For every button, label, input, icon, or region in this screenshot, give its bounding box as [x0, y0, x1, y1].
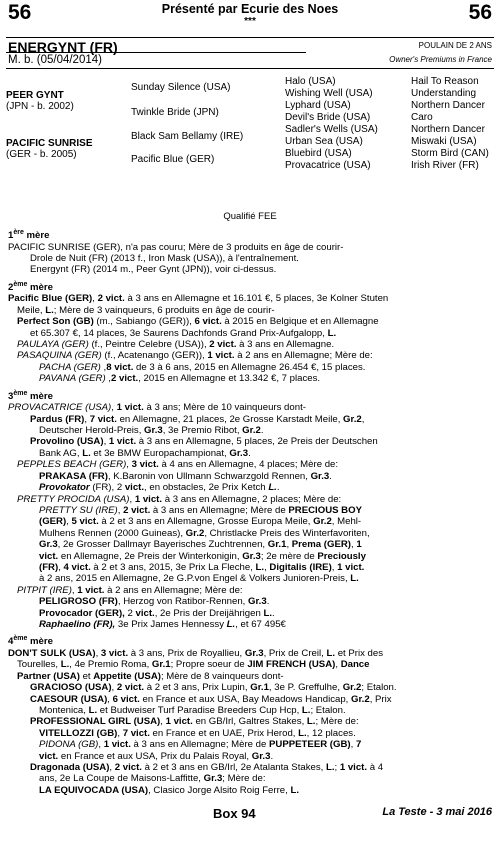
text-line: PIDONA (GB), 1 vict. à 3 ans en Allemagne; Mère de PUPPETEER (GB), 7: [39, 739, 362, 751]
text-line: Partner (USA) et Appetite (USA); Mère de 8 vainqueurs dont-: [17, 670, 284, 682]
stars: ***: [244, 16, 256, 27]
text-line: Montenica, L. et Budweiser Turf Paradise Breeders Cup Hcp, L.; Etalon.: [39, 705, 346, 716]
text-line: PACHA (GER) ,8 vict. de 3 à 6 ans, 2015 en Allemagne 26.454 €, 15 places.: [39, 361, 366, 373]
great-grandparent: Urban Sea (USA): [285, 136, 363, 147]
lot-number-left: 56: [8, 1, 32, 24]
text-line: CAESOUR (USA), 6 vict. en France et aux USA, Bay Meadows Handicap, Gr.2, Prix: [30, 693, 392, 705]
dam-section: [8, 633, 494, 796]
text-line: PROFESSIONAL GIRL (USA), 1 vict. en GB/Irl, Galtres Stakes, L.; Mère de:: [30, 716, 359, 728]
text-line: Perfect Son (GB) (m., Sabiango (GER)), 6 vict. à 2015 en Belgique et en Allemagne: [17, 316, 379, 328]
owner-premiums: Owner's Premiums in France: [389, 55, 492, 64]
lot-number-right: 56: [468, 1, 492, 24]
dam-name: PACIFIC SUNRISE: [6, 138, 93, 149]
text-line: à 2 ans, 2015 en Allemagne, 2e G.P.von Engel & Volkers Junioren-Preis, L.: [39, 573, 359, 585]
text-line: Dragonada (USA), 2 vict. à 2 et 3 ans en GB/Irl, 2e Atalanta Stakes, L.; 1 vict. à 4: [30, 762, 384, 774]
text-line: Bank AG, L. et 3e BMW Europachampionat, Gr.3.: [39, 447, 251, 459]
section-title: 1ère mère: [8, 229, 50, 242]
great-grandparent: Wishing Well (USA): [285, 88, 373, 99]
text-line: Gr.3, 2e Grosser Dallmayr Bayerisches Zuchtrennen, Gr.1, Prema (GER), 1: [39, 539, 362, 551]
text-line: Mulhens Rennen (2000 Guineas), Gr.2, Christlacke Preis des Winterfavoriten,: [39, 527, 370, 539]
text-line: PITPIT (IRE), 1 vict. à 2 ans en Allemagne; Mère de:: [17, 584, 243, 596]
text-line: GRACIOSO (USA), 2 vict. à 2 et 3 ans, Prix Lupin, Gr.1, 3e P. Greffulhe, Gr.2; Etalon.: [30, 682, 397, 694]
text-line: PEPPLES BEACH (GER), 3 vict. à 4 ans en Allemagne, 4 places; Mère de:: [17, 459, 339, 471]
grandparent: Pacific Blue (GER): [131, 154, 215, 165]
fourth-gen-ancestor: Understanding: [411, 88, 477, 99]
great-grandparent: Bluebird (USA): [285, 148, 352, 159]
text-line: DON'T SULK (USA), 3 vict. à 3 ans, Prix de Royallieu, Gr.3, Prix de Creil, L. et Prix des: [8, 647, 384, 659]
text-line: PAULAYA (GER) (f., Peintre Celebre (USA)), 2 vict. à 3 ans en Allemagne.: [17, 339, 335, 351]
presenter-line: Présenté par Ecurie des Noes: [161, 2, 339, 16]
text-line: Pacific Blue (GER), 2 vict. à 3 ans en Allemagne et 16.101 €, 5 places, 3e Kolner Stuten: [8, 293, 389, 305]
section-title: 2ème mère: [8, 280, 53, 293]
text-line: Energynt (FR) (2014 m., Peer Gynt (JPN)), voir ci-dessus.: [30, 264, 277, 276]
text-line: VITELLOZZI (GB), 7 vict. en France et en UAE, Prix Herod, L., 12 places.: [39, 727, 356, 739]
section-title: 3ème mère: [8, 389, 53, 402]
text-line: Drole de Nuit (FR) (2013 f., Iron Mask (USA)), à l'entraînement.: [30, 253, 299, 264]
fourth-gen-ancestor: Irish River (FR): [411, 160, 479, 171]
sex-age: POULAIN DE 2 ANS: [418, 41, 492, 50]
great-grandparent: Sadler's Wells (USA): [285, 124, 378, 135]
text-line: Provocador (GER), 2 vict., 2e Pris der Dreijährigen L..: [39, 607, 275, 619]
qualification-note: Qualifié FEE: [223, 211, 277, 222]
grandparent: Black Sam Bellamy (IRE): [131, 131, 244, 142]
text-line: (GER), 5 vict. à 2 et 3 ans en Allemagne, Grosse Europa Meile, Gr.2, Mehl-: [39, 516, 362, 528]
text-line: vict. en Allemagne, 2e Preis der Winterkonigin, Gr.3; 2e mère de Preciously: [39, 550, 366, 562]
great-grandparent: Halo (USA): [285, 76, 336, 87]
fourth-gen-ancestor: Miswaki (USA): [411, 136, 477, 147]
fourth-gen-ancestor: Northern Dancer: [411, 100, 485, 111]
great-grandparent: Devil's Bride (USA): [285, 112, 371, 123]
text-line: Raphaelino (FR), 3e Prix James Hennessy L., et 67 495€: [39, 618, 286, 630]
great-grandparent: Lyphard (USA): [285, 100, 351, 111]
sire-name: PEER GYNT: [6, 90, 64, 101]
section-title: 4ème mère: [8, 635, 53, 648]
grandparent: Sunday Silence (USA): [131, 82, 231, 93]
dam-section: [8, 227, 494, 276]
text-line: Provokator (FR), 2 vict., en obstacles, 2e Prix Ketch L..: [39, 482, 280, 494]
fourth-gen-ancestor: Northern Dancer: [411, 124, 485, 135]
horse-name-box: [6, 37, 494, 69]
text-line: (FR), 4 vict. à 2 et 3 ans, 2015, 3e Prix La Fleche, L., Digitalis (IRE), 1 vict.: [39, 561, 365, 573]
text-line: Provolino (USA), 1 vict. à 3 ans en Allemagne, 5 places, 2e Preis der Deutschen: [30, 436, 378, 448]
text-line: Deutscher Herold-Preis, Gr.3, 3e Premio Ribot, Gr.2.: [39, 425, 264, 437]
horse-description: M. b. (05/04/2014): [8, 54, 102, 66]
text-line: PACIFIC SUNRISE (GER), n'a pas couru; Mère de 3 produits en âge de courir-: [8, 241, 344, 253]
sire-detail: (JPN - b. 2002): [6, 101, 74, 112]
dam-detail: (GER - b. 2005): [6, 149, 77, 160]
great-grandparent: Provacatrice (USA): [285, 160, 371, 171]
text-line: Pardus (FR), 7 vict. en Allemagne, 21 places, 2e Grosse Karstadt Meile, Gr.2,: [30, 413, 365, 425]
dam-section: [8, 388, 494, 631]
family-sections: [8, 224, 494, 796]
text-line: PASAQUINA (GER) (f., Acatenango (GER)), 1 vict. à 2 ans en Allemagne; Mère de:: [17, 350, 373, 362]
pedigree-table: [0, 72, 500, 207]
box-number: Box 94: [213, 806, 256, 821]
text-line: Tourelles, L., 4e Premio Roma, Gr.1; Propre soeur de JIM FRENCH (USA), Dance: [17, 659, 370, 671]
text-line: ans, 2e La Coupe de Maisons-Laffitte, Gr.3; Mère de:: [39, 773, 266, 785]
sale-date: La Teste - 3 mai 2016: [382, 806, 492, 818]
fourth-gen-ancestor: Caro: [411, 112, 433, 123]
text-line: PAVANA (GER) ,2 vict., 2015 en Allemagne et 13.342 €, 7 places.: [39, 373, 321, 385]
dam-section: [8, 279, 494, 385]
text-line: PRAKASA (FR), K.Baronin von Ullmann Schwarzgold Rennen, Gr.3.: [39, 470, 332, 482]
grandparent: Twinkle Bride (JPN): [131, 107, 219, 118]
text-line: et 65.307 €, 14 places, 3e Saurens Dachfonds Grand Prix-Aufgalopp, L.: [30, 327, 337, 339]
text-line: PRETTY SU (IRE), 2 vict. à 3 ans en Allemagne; Mère de PRECIOUS BOY: [39, 504, 362, 516]
fourth-gen-ancestor: Storm Bird (CAN): [411, 148, 489, 159]
fourth-gen-ancestor: Hail To Reason: [411, 76, 479, 87]
horse-name: ENERGYNT (FR): [8, 39, 118, 55]
text-line: PROVACATRICE (USA), 1 vict. à 3 ans; Mère de 10 vainqueurs dont-: [8, 402, 306, 414]
text-line: LA EQUIVOCADA (USA), Clasico Jorge Alsito Roig Ferre, L.: [39, 784, 299, 796]
text-line: PRETTY PROCIDA (USA), 1 vict. à 3 ans en Allemagne, 2 places; Mère de:: [17, 493, 342, 505]
text-line: vict. en France et aux USA, Prix du Palais Royal, Gr.3.: [39, 750, 274, 762]
text-line: Meile, L.; Mère de 3 vainqueurs, 6 produits en âge de courir-: [17, 304, 275, 316]
text-line: PELIGROSO (FR), Herzog von Ratibor-Rennen, Gr.3.: [39, 596, 270, 608]
